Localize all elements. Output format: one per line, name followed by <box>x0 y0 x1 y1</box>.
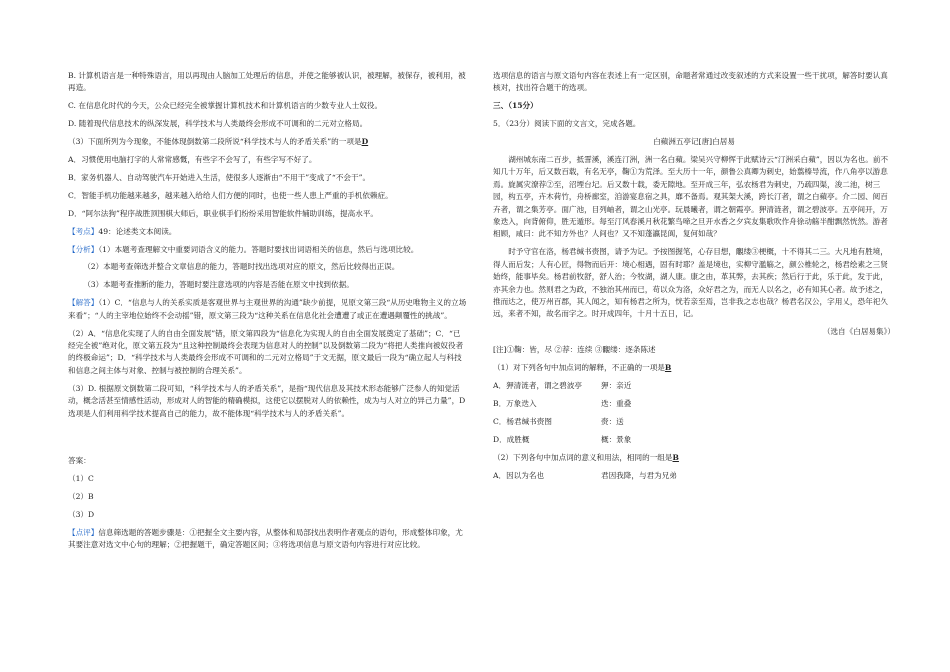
q1-option-a-sentence: A．狎清涟者，谓之碧波亭 <box>493 381 583 391</box>
sub-question-2-stem: （2）下列各句中加点词的意义和用法，相同的一组是 <box>493 452 673 462</box>
q3-option-c: C．智能手机功能越来越多，越来越入给给人们方便的同时，也使一些人患上严重的手机依赖症。 <box>68 190 393 200</box>
answer-2: （2）B <box>68 492 94 502</box>
passage-title: 白蘋洲五亭记[唐]白居易 <box>653 137 735 147</box>
passage-notes: [注]①鞠：皆，尽 ②荐：连续 ③覼缕：逐条陈述 <box>493 345 656 355</box>
fenxi-3: （3）本题考查推断的能力，答题时要注意选项的内容是否能在原文中找到依据。 <box>83 280 354 290</box>
answer-label: 答案： <box>68 456 91 466</box>
fenxi-line <box>68 244 468 256</box>
section-3-heading: 三、（15分） <box>493 101 538 111</box>
answer-1: （1）C <box>68 474 94 484</box>
q1-option-a-gloss: 狎：亲近 <box>601 381 632 391</box>
q1-option-d-sentence: D．成胜概 <box>493 434 530 444</box>
fenxi-tag: 【分析】 <box>68 244 99 254</box>
kaodian-text: 49：论述类文本阅读。 <box>98 226 177 236</box>
dianping-tag: 【点评】 <box>68 528 99 538</box>
q2-option-a-sentence-2: 君因我降，与君为兄弟 <box>601 470 677 480</box>
q3-option-d: D．“阿尔法狗”程序战胜顶围棋大师后，职业棋手们纷纷采用智能软件辅助训练，提高水平。 <box>68 208 379 218</box>
question-3-answer: D <box>361 137 369 147</box>
q1-option-c-sentence: C．杨君缄书赍图 <box>493 416 552 426</box>
continuation-text: 选项信息的语言与原文语句内容在表述上有一定区别，命题者常通过改变叙述的方式来设置一些干扰项，解答时要认真核对，找出符合题干的选项。 <box>493 71 888 93</box>
q1-option-a <box>493 380 895 392</box>
q3-option-a: A．习惯使用电脑打字的人常常感慨，有些字不会写了，有些字写不好了。 <box>68 155 317 165</box>
sub-question-1 <box>493 362 895 374</box>
answer-3: （3）D <box>68 510 95 520</box>
option-c-text: C. 在信息化时代的今天，公众已经完全被掌握计算机技术和计算机语言的少数专业人士奴役。 <box>68 101 383 111</box>
q1-option-b-gloss: 迭：重叠 <box>601 398 632 408</box>
dianping-text: 信息筛选题的答题步骤是：①把握全文主要内容，从整体和局部找出表明作者观点的语句，形成整体印象，尤其要注意对选文中心句的理解；②把握题干，确定答题区间；③将选项信息与原文语句内容进行对应比较。 <box>68 528 463 550</box>
jieda-1: （1）C．“信息与人的关系实质是客观世界与主观世界的沟通”缺少前提，见原文第三段“从历史唯物主义的立场来看”；“人的主宰地位始终不会动摇”错，原文第三段为“这种关系在信息化社会遭遭了或正在遭遇颠覆性的挑战”。 <box>68 298 467 320</box>
right-column <box>493 70 895 487</box>
q1-option-d <box>493 434 895 446</box>
q1-option-b <box>493 398 895 410</box>
jieda-line <box>68 297 468 322</box>
passage-paragraph-1: 湖州城东南二百步，抵霅溪，溪连汀洲，洲一名白蘋。梁吴兴守柳恽于此赋诗云“汀洲采白蘋”，因以为名也。前不知几十万年，后又数百载，有名无亭，鞠①为荒泽。至大历十一年，颜鲁公真卿为刺史，始翦榛导流，作八角亭以游息焉。旋属灾潦荐②至，沼堙台圮。后又数十载，委无隙地。至开成三年，弘农杨君为刺史，乃疏四渠，浚二池，树三园，构五亭，卉木荷竹，舟桥廊室，洎游宴息宿之具，靡不备焉。观其架大溪，跨长汀者，谓之白蘋亭。介二园、阅百卉者，谓之集芳亭。面广池，目列岫者，谓之山光亭。玩晨曦者，谓之朝霞亭。狎清涟者，谓之碧波亭。五亭间开，万象迭入，向背俯仰，胜无遁形。每至汀风春溪月秋花繁鸟啼之旦开水香之夕宾友集歌吹作舟徐动觞半酣飘然恍然。游者相顾，咸曰：此不知方外也？人间也？又不知蓬瀛昆阆，复何如哉？ <box>493 155 889 239</box>
question-5: 5．（23分）阅读下面的文言文，完成各题。 <box>493 119 641 129</box>
jieda-2: （2）A．“信息化实现了人的自由全面发展”错，原文第四段为“信息化为实现人的自由全面发展奠定了基础”；C．“已经完全被”绝对化，原文第五段为“且这种控制最终会表现为信息对人的控制”以及倒数第二段为“将把人类推向被奴役者的终极命运”；D．“科学技术与人类最终会形成不可调和的二元对立格局”于文无据，原文最后一段为“确立起人与科技和信息之间主体与对象、控制与被控制的合理关系”。 <box>68 328 464 375</box>
passage-source: （选自《白居易集》） <box>822 327 895 337</box>
q2-option-a <box>493 470 895 482</box>
q2-option-a-sentence-1: A．因以为名也 <box>493 470 545 480</box>
option-b-text: B. 计算机语言是一种特殊语言，用以再现由人脑加工处理后的信息，并使之能够被认识，被理解，被保存，被利用，被再造。 <box>68 71 466 93</box>
sub-question-1-stem: （1）对下列各句中加点词的解释，不正确的一项是 <box>493 363 665 373</box>
passage-paragraph-2: 时予守官在洛，杨君缄书赍图，请予为记。予按图握笔，心存目想，覼缕③梗概，十不得其二三。大凡地有胜境，得人而后发；人有心匠，得物而后开：境心相遇，固有时耶？盖是境也，实柳守濫觞之，颜公椎轮之，杨君绘素之三贤始终，能事毕矣。杨君前牧舒，舒人治；今牧湖，湖人康。康之由，革其弊，去其疾；然后行于此，乐于此，发于此，亦其余力也。然则君之为政，不独治其州而已，苟以众为洛，众好君之为，而无人以名之，必有知其心者。故予述之，推而达之，使万州百郡，其人闻之，知有杨君之所为，恍若亲至焉，岂非我之志也哉？杨君名汉公，字用乂，恐年祀久远，来者不知，故名而字之。时开成四年，十月十五日，记。 <box>493 247 888 319</box>
sub-question-1-answer: B <box>664 363 672 373</box>
sub-question-2 <box>493 452 895 464</box>
q1-option-c-gloss: 赍：送 <box>601 416 624 426</box>
jieda-tag: 【解答】 <box>68 298 99 308</box>
q3-option-b: B．家务机器人、自动驾驶汽车开始进入生活，使很多人逐渐由“不用干”变成了“不会干”。 <box>68 172 371 182</box>
fenxi-2: （2）本题考查筛选并整合文章信息的能力，答题时找出选项对应的原文，然后比较得出正误。 <box>83 262 400 272</box>
kaodian-tag: 【考点】 <box>68 226 99 236</box>
kaodian-line <box>68 226 468 238</box>
left-column <box>68 70 468 557</box>
q1-option-d-gloss: 概：景象 <box>601 434 632 444</box>
question-3-stem: （3）下面所列为今现象，不能体现倒数第二段所说“科学技术与人的矛盾关系”的一项是 <box>68 137 362 147</box>
q1-option-b-sentence: B．万象迭入 <box>493 398 537 408</box>
option-d-text: D. 随着现代信息技术的纵深发展，科学技术与人类最终会形成不可调和的二元对立格局。 <box>68 119 368 129</box>
q1-option-c <box>493 416 895 428</box>
sub-question-2-answer: B <box>672 452 679 462</box>
jieda-3: （3）D. 根据原文倒数第二段可知，“科学技术与人的矛盾关系”，是指“现代信息及其技术形态能够广泛参人的知觉活动，概念活甚至情感性活动，形成对人的智能的精确模拟，这使它以摆脱对人的依赖性，成为与人对立的异己力量”，D选项是人们利用科学技术提高自己的能力，故不能体现“科学技术与人的矛盾关系”。 <box>68 383 466 418</box>
fenxi-1: （1）本题考查理解文中重要词语含义的能力。答题时要找出词语相关的信息，然后与选项比较。 <box>98 244 419 254</box>
question-3 <box>68 136 468 148</box>
dianping-line <box>68 527 468 552</box>
